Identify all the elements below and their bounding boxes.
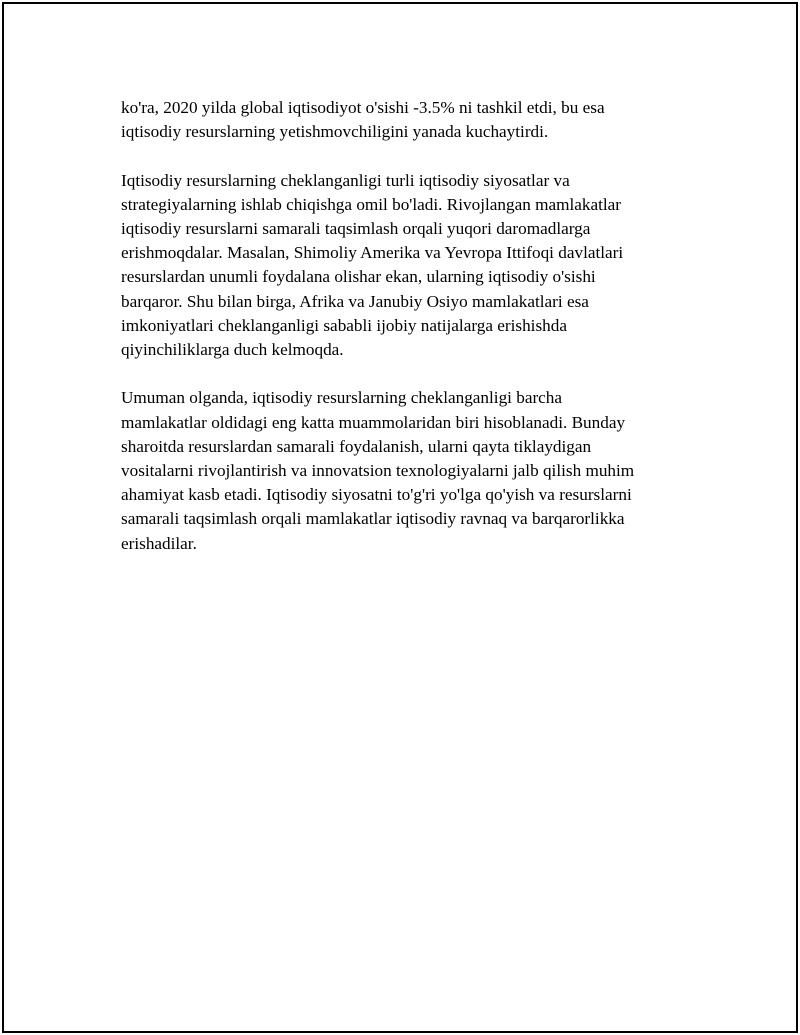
document-page: [2, 2, 798, 1033]
paragraph-3: Umuman olganda, iqtisodiy resurslarning cheklanganligi barcha mamlakatlar oldidagi eng katta muammolaridan biri hisoblanadi. Bunday sharoitda resurslardan samarali foydalanish, ularni qayta tiklaydigan vositalarni rivojlantirish va innovatsion texnologiyalarni jalb qilish muhim ahamiyat kasb etadi. Iqtisodiy siyosatni to'g'ri yo'lga qo'yish va resurslarni samarali taqsimlash orqali mamlakatlar iqtisodiy ravnaq va barqarorlikka erishadilar.: [121, 388, 635, 553]
paragraph-2: Iqtisodiy resurslarning cheklanganligi turli iqtisodiy siyosatlar va strategiyalarning ishlab chiqishga omil bo'ladi. Rivojlangan mamlakatlar iqtisodiy resurslarni samarali taqsimlash orqali yuqori daromadlarga erishmoqdalar. Masalan, Shimoliy Amerika va Yevropa Ittifoqi davlatlari resurslardan unumli foydalana olishar ekan, ularning iqtisodiy o'sishi barqaror. Shu bilan birga, Afrika va Janubiy Osiyo mamlakatlari esa imkoniyatlari cheklanganligi sababli ijobiy natijalarga erishishda qiyinchiliklarga duch kelmoqda.: [121, 170, 624, 360]
paragraph-1: ko'ra, 2020 yilda global iqtisodiyot o'sishi -3.5% ni tashkil etdi, bu esa iqtisodiy resurslarning yetishmovchiligini yanada kuchaytirdi.: [121, 98, 605, 142]
page-body: [121, 96, 681, 580]
